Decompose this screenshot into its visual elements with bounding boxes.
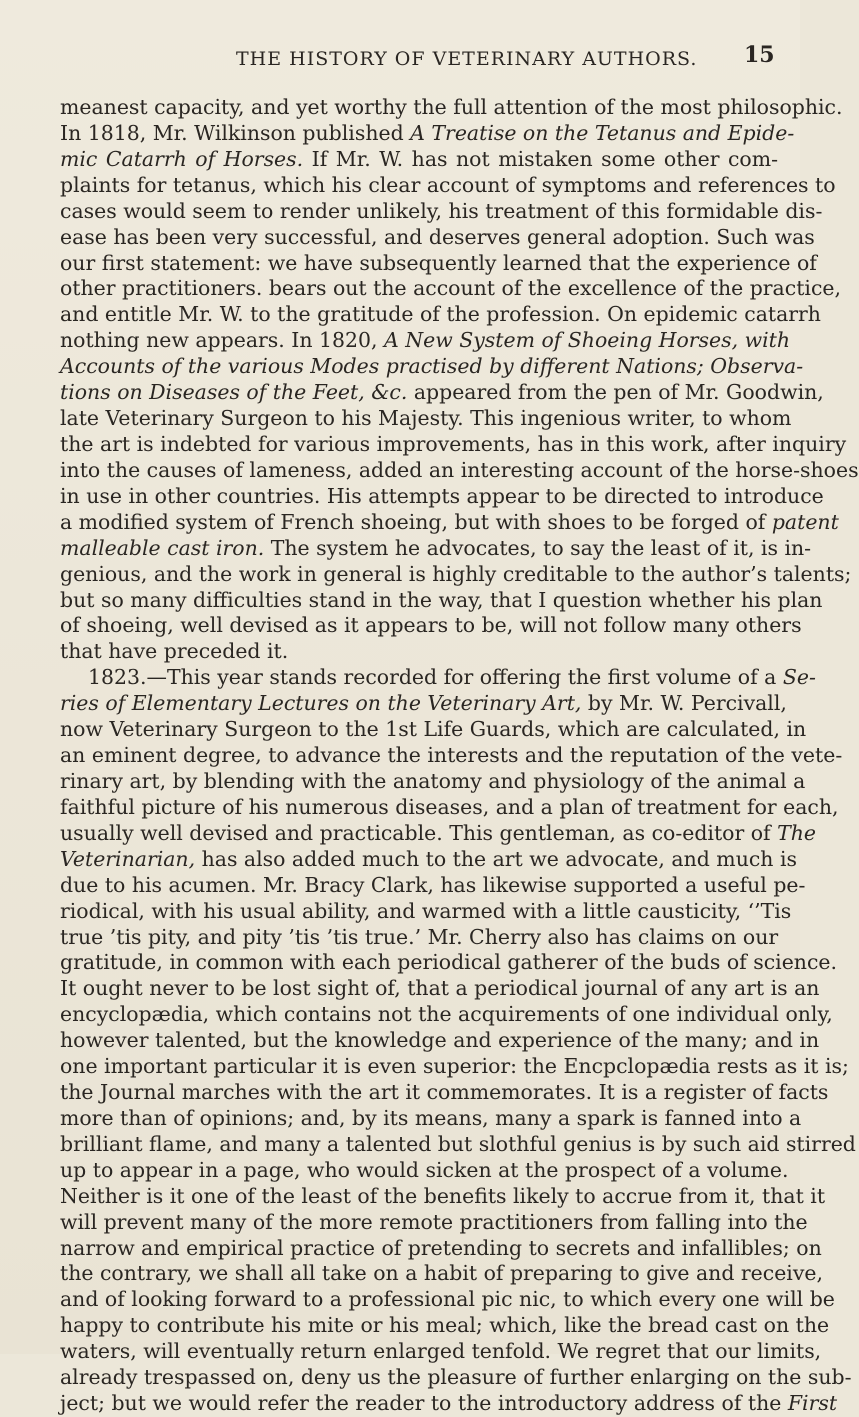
text-line: the Journal marches with the art it commemorates. It is a register of facts	[60, 1080, 829, 1105]
text-line: nothing new appears. In 1820, A New System of Shoeing Horses, with	[60, 328, 791, 353]
text-line: will prevent many of the more remote practitioners from falling into the	[60, 1209, 808, 1234]
text-line: of shoeing, well devised as it appears to be, will not follow many others	[60, 613, 802, 638]
text-line: ease has been very successful, and deserves general adoption. Such was	[60, 224, 815, 249]
text-line: riodical, with his usual ability, and warmed with a little causticity, ‘’Tis	[60, 898, 792, 923]
text-line: faithful picture of his numerous diseases, and a plan of treatment for each,	[60, 794, 839, 819]
text-line: meanest capacity, and yet worthy the full attention of the most philosophic.	[60, 95, 843, 119]
text-line: however talented, but the knowledge and experience of the many; and in	[60, 1028, 820, 1053]
text-line: other practitioners. bears out the account of the excellence of the practice,	[60, 276, 841, 301]
text-line: plaints for tetanus, which his clear account of symptoms and references to	[60, 172, 836, 197]
paragraph-end-line: that have preceded it.	[60, 639, 289, 664]
text-line: ject; but we would refer the reader to the introductory address of the First	[60, 1391, 838, 1416]
text-line: gratitude, in common with each periodical gatherer of the buds of science.	[60, 950, 838, 975]
text-line: late Veterinary Surgeon to his Majesty. This ingenious writer, to whom	[60, 406, 792, 431]
text-line: Veterinarian, has also added much to the art we advocate, and much is	[60, 846, 797, 871]
text-line: due to his acumen. Mr. Bracy Clark, has likewise supported a useful pe-	[60, 872, 806, 897]
text-line: waters, will eventually return enlarged tenfold. We regret that our limits,	[60, 1339, 822, 1364]
text-line: rinary art, by blending with the anatomy and physiology of the animal a	[60, 768, 806, 793]
text-line: cases would seem to render unlikely, his treatment of this formidable dis-	[60, 198, 823, 223]
text-line: It ought never to be lost sight of, that a periodical journal of any art is an	[60, 976, 820, 1001]
paragraph-start-line: 1823.—This year stands recorded for offering the first volume of a Se-	[88, 665, 816, 690]
body-text	[60, 95, 859, 1417]
text-line: genious, and the work in general is highly creditable to the author’s talents;	[60, 561, 852, 586]
text-line: a modified system of French shoeing, but with shoes to be forged of patent	[60, 509, 839, 534]
text-line: happy to contribute his mite or his meal; which, like the bread cast on the	[60, 1313, 830, 1338]
text-line: usually well devised and practicable. This gentleman, as co-editor of The	[60, 820, 816, 845]
text-line: now Veterinary Surgeon to the 1st Life Guards, which are calculated, in	[60, 717, 807, 742]
text-line: Neither is it one of the least of the benefits likely to accrue from it, that it	[60, 1183, 826, 1208]
text-line: in use in other countries. His attempts appear to be directed to introduce	[60, 483, 824, 508]
text-line: but so many difficulties stand in the way, that I question whether his plan	[60, 587, 823, 612]
text-line: the art is indebted for various improvements, has in this work, after inquiry	[60, 431, 847, 456]
text-line: and entitle Mr. W. to the gratitude of the profession. On epidemic catarrh	[60, 302, 821, 327]
text-line: into the causes of lameness, added an interesting account of the horse-shoes	[60, 457, 859, 482]
text-line: encyclopædia, which contains not the acquirements of one individual only,	[60, 1002, 833, 1027]
text-line: tions on Diseases of the Feet, &c. appeared from the pen of Mr. Goodwin,	[60, 380, 824, 405]
text-line: and of looking forward to a professional pic nic, to which every one will be	[60, 1287, 835, 1312]
text-line: an eminent degree, to advance the interests and the reputation of the vete-	[60, 743, 843, 768]
text-line: mic Catarrh of Horses. If Mr. W. has not mistaken some other com-	[60, 146, 778, 171]
text-line: one important particular it is even superior: the Encpclopædia rests as it is;	[60, 1054, 849, 1079]
text-line: up to appear in a page, who would sicken at the prospect of a volume.	[60, 1157, 789, 1182]
text-line: already trespassed on, deny us the pleasure of further enlarging on the sub-	[60, 1365, 852, 1390]
page-number: 15	[744, 42, 775, 68]
text-line: brilliant flame, and many a talented but slothful genius is by such aid stirred	[60, 1131, 856, 1156]
text-line: ries of Elementary Lectures on the Veterinary Art, by Mr. W. Percivall,	[60, 691, 787, 716]
running-header: THE HISTORY OF VETERINARY AUTHORS.	[236, 48, 698, 70]
text-line: narrow and empirical practice of pretending to secrets and infallibles; on	[60, 1235, 822, 1260]
text-line: true ’tis pity, and pity ’tis ’tis true.’ Mr. Cherry also has claims on our	[60, 924, 779, 949]
text-line: In 1818, Mr. Wilkinson published A Treatise on the Tetanus and Epide-	[60, 120, 795, 145]
text-line: our first statement: we have subsequently learned that the experience of	[60, 250, 817, 275]
text-line: Accounts of the various Modes practised by different Nations; Observa-	[60, 354, 804, 379]
text-line: the contrary, we shall all take on a habit of preparing to give and receive,	[60, 1261, 823, 1286]
text-line: more than of opinions; and, by its means, many a spark is fanned into a	[60, 1105, 802, 1130]
text-line: malleable cast iron. The system he advocates, to say the least of it, is in-	[60, 535, 812, 560]
